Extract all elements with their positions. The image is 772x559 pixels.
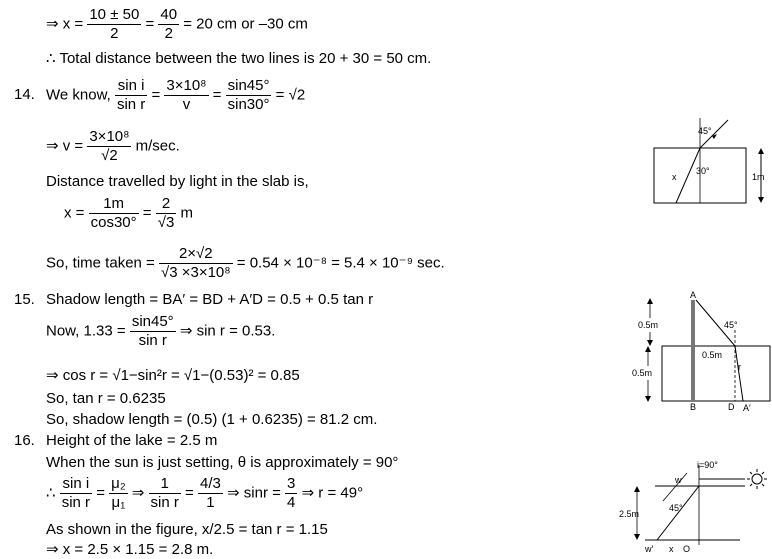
figure-slab xyxy=(640,110,772,210)
refracted-ray xyxy=(657,486,699,540)
distance-text: Distance travelled by light in the slab is, xyxy=(46,173,309,190)
eq-tail: = 20 cm or –30 cm xyxy=(183,15,308,33)
numerator: sin45° xyxy=(227,77,270,94)
x-result: ⇒ x = 2.5 × 1.15 = 2.8 m. xyxy=(46,541,214,558)
denominator: 2 xyxy=(164,25,173,42)
eq-lead: Now, 1.33 = xyxy=(46,322,126,340)
r-label: r xyxy=(738,362,741,372)
x-label: x xyxy=(669,544,674,554)
denominator: v xyxy=(182,96,191,113)
figure-pole xyxy=(630,290,772,415)
angle-45-label: 45° xyxy=(724,320,738,330)
fraction xyxy=(87,128,131,165)
sinr-text: ⇒ sinr = xyxy=(227,484,281,502)
sun-icon xyxy=(747,469,767,489)
numerator: 1m xyxy=(89,195,139,214)
total-distance-line: ∴ Total distance between the two lines is 20 + 30 = 50 cm. xyxy=(46,50,432,67)
denominator: sin r xyxy=(116,96,146,113)
time-equation xyxy=(46,245,445,282)
fraction xyxy=(159,245,233,282)
w-label: w xyxy=(675,475,682,485)
denominator: 1 xyxy=(206,494,215,511)
fraction xyxy=(109,475,127,512)
fraction xyxy=(60,475,92,512)
denominator: 4 xyxy=(287,494,296,511)
eq-tail: = 0.54 × 10⁻⁸ = 5.4 × 10⁻⁹ sec. xyxy=(236,254,445,272)
fraction xyxy=(87,6,141,43)
eq-tail: = √2 xyxy=(275,86,306,104)
shown-line: As shown in the figure, x/2.5 = tan r = 1.15 xyxy=(46,521,328,538)
pole xyxy=(691,300,695,401)
fraction xyxy=(89,195,139,232)
figure-lake xyxy=(615,455,772,559)
shadow-length-formula: Shadow length = BA′ = BD + A′D = 0.5 + 0.5 tan r xyxy=(46,291,374,308)
denominator: sin r xyxy=(61,494,91,511)
eq-tail: ⇒ sin r = 0.53. xyxy=(179,322,276,340)
x-label: x xyxy=(672,172,677,182)
unit: m xyxy=(180,204,193,222)
refraction-equation xyxy=(46,313,275,350)
upper-0.5m-label: 0.5m xyxy=(638,320,659,330)
fraction xyxy=(285,475,297,512)
numerator: 1 xyxy=(149,475,181,494)
intro-text: We know, xyxy=(46,86,111,104)
dim-arrow xyxy=(647,298,653,304)
fraction xyxy=(158,6,179,43)
label-D: D xyxy=(728,402,735,412)
denominator: sin r xyxy=(138,332,167,349)
eq-lead: So, time taken = xyxy=(46,254,155,272)
arrow-head-down xyxy=(758,197,764,203)
fraction xyxy=(198,475,223,512)
angle-45-label: 45° xyxy=(698,126,712,136)
refracted-ray xyxy=(735,346,743,401)
unit: m/sec. xyxy=(135,137,180,155)
therefore: ∴ xyxy=(46,484,56,502)
cos-line: ⇒ cos r = √1−sin²r = √1−(0.53)² = 0.85 xyxy=(46,367,300,384)
numerator: 2 xyxy=(156,195,177,214)
numerator: 4/3 xyxy=(200,475,221,492)
numerator: 40 xyxy=(160,6,178,23)
dim-arrow xyxy=(645,396,651,402)
eq-lead: ⇒ v = xyxy=(46,137,84,155)
problem-number-15: 15. xyxy=(14,291,35,308)
numerator: 3×10⁸ xyxy=(166,77,207,94)
arrow-head-up xyxy=(758,148,764,154)
eq-line-x xyxy=(46,6,308,43)
snell-equation: We know, $\frac{\text{sin i}}{\text{sin r}}$ = $\frac{\text{3×10⁸}}{v}$ = $\frac{\sin 45^\circ}{\sin 30^\circ}$ = √2 xyxy=(46,77,306,113)
numerator: μ₂ xyxy=(111,475,126,492)
fraction xyxy=(156,195,177,232)
numerator: 3 xyxy=(287,475,296,492)
label-A: A xyxy=(690,290,697,300)
thickness-label: 1m xyxy=(752,172,765,182)
label-B: B xyxy=(690,402,697,412)
sun-setting: When the sun is just setting, θ is approximately = 90° xyxy=(46,454,399,471)
fraction xyxy=(149,475,181,512)
shadow-result: So, shadow length = (0.5) (1 + 0.6235) = 81.2 cm. xyxy=(46,411,378,428)
equals: = xyxy=(145,15,155,33)
mid-0.5m-label: 0.5m xyxy=(702,350,723,360)
label-A-prime: A′ xyxy=(743,403,751,413)
depth-label: 2.5m xyxy=(619,509,640,519)
fraction xyxy=(130,313,176,350)
dim-arrow xyxy=(634,486,640,492)
denominator: 2 xyxy=(110,25,119,42)
denominator: sin r xyxy=(150,494,179,511)
dim-arrow xyxy=(647,340,653,346)
numerator: sin45° xyxy=(131,313,174,330)
dim-arrow xyxy=(634,534,640,540)
numerator: sin i xyxy=(60,475,92,494)
eq-lead: ⇒ x = xyxy=(46,15,84,33)
distance-equation: x = $\frac{1m}{\cos 30^\circ}$ = $\frac{2}{√3}$ m xyxy=(64,195,193,231)
denominator: √2 xyxy=(101,147,118,164)
fraction xyxy=(115,77,147,114)
denominator: μ₁ xyxy=(111,494,126,511)
numerator: 3×10⁸ xyxy=(89,128,130,145)
angle-45-label: 45° xyxy=(669,503,683,513)
denominator: sin30° xyxy=(227,96,270,113)
lake-height: Height of the lake = 2.5 m xyxy=(46,432,218,449)
denominator: √3 ×3×10⁸ xyxy=(160,264,231,281)
fraction xyxy=(226,77,272,114)
angle-30-label: 30° xyxy=(696,166,710,176)
lower-0.5m-label: 0.5m xyxy=(632,368,653,378)
problem-number-14: 14. xyxy=(14,86,35,103)
eq-tail: ⇒ r = 49° xyxy=(301,484,364,502)
tan-line: So, tan r = 0.6235 xyxy=(46,390,166,407)
O-label: O xyxy=(683,544,691,554)
problem-number-16: 16. xyxy=(14,432,35,449)
velocity-equation xyxy=(46,128,180,165)
dim-arrow xyxy=(645,346,651,352)
denominator: √3 xyxy=(157,214,175,231)
refraction-chain: ∴ $\frac{\text{sin i}}{\text{sin r}}$ = $\frac{\text{μ₂}}{\text{μ₁}}$ ⇒ $\frac{1}{\text{sin r}}$ = $\frac{4/3}{1}$ ⇒ sinr = $\frac{3}{4}$ ⇒ r = 49° xyxy=(46,475,364,511)
fraction xyxy=(164,77,208,114)
denominator: cos30° xyxy=(90,214,137,231)
i-90-label: i=90° xyxy=(697,460,718,470)
numerator: sin i xyxy=(115,77,147,96)
numerator: 10 ± 50 xyxy=(89,6,140,23)
numerator: 2×√2 xyxy=(159,245,233,264)
eq-lead: x = xyxy=(64,204,85,222)
w-prime-label: w′ xyxy=(645,544,654,554)
